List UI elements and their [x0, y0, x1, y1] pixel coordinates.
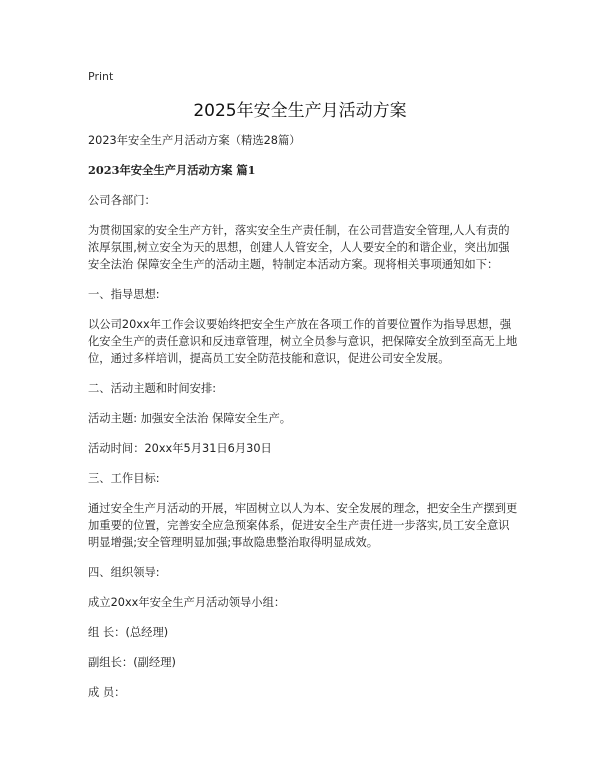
- print-link[interactable]: Print: [88, 70, 114, 83]
- page-title: 2025年安全生产月活动方案: [193, 101, 407, 121]
- paragraph-guiding-ideology: 以公司20xx年工作会议要始终把安全生产放在各项工作的首要位置作为指导思想，强化安全生产的责任意识和反违章管理，树立全员参与意识，把保障安全放到至高无上地位，通过多样培训，提高员工安全防范技能和意识，促进公司安全发展。: [88, 318, 518, 365]
- heading-theme-schedule: 二、活动主题和时间安排:: [88, 382, 217, 395]
- leader-group: 成立20xx年安全生产月活动领导小组：: [88, 596, 286, 609]
- heading-work-goals: 三、工作目标:: [88, 472, 160, 485]
- activity-time: 活动时间：20xx年5月31日6月30日: [88, 442, 272, 455]
- deputy-leader: 副组长：(副经理): [88, 656, 176, 669]
- salutation: 公司各部门：: [88, 194, 156, 207]
- paragraph-work-goals: 通过安全生产月活动的开展，牢固树立以人为本、安全发展的理念，把安全生产摆到更加重要的位置，完善安全应急预案体系，促进安全生产责任进一步落实,员工安全意识明显增强;安全管理明显加强;事故隐患整治取得明显成效。: [88, 502, 518, 549]
- section-title: 2023年安全生产月活动方案 篇1: [88, 163, 256, 177]
- document-body: [88, 132, 518, 714]
- group-members: 成 员：: [88, 686, 126, 699]
- document-subtitle: 2023年安全生产月活动方案（精选28篇）: [88, 134, 301, 147]
- group-leader: 组 长：(总经理): [88, 626, 169, 639]
- activity-theme: 活动主题: 加强安全法治 保障安全生产。: [88, 412, 292, 425]
- intro-paragraph: 为贯彻国家的安全生产方针，落实安全生产责任制，在公司营造安全管理,人人有责的浓厚氛围,树立安全为天的思想，创建人人管安全，人人要安全的和谐企业，突出加强安全法治 保障安全生产的活动主题，特制定本活动方案。现将相关事项通知如下：: [88, 224, 510, 271]
- heading-organization: 四、组织领导:: [88, 566, 160, 579]
- heading-guiding-ideology: 一、指导思想:: [88, 288, 160, 301]
